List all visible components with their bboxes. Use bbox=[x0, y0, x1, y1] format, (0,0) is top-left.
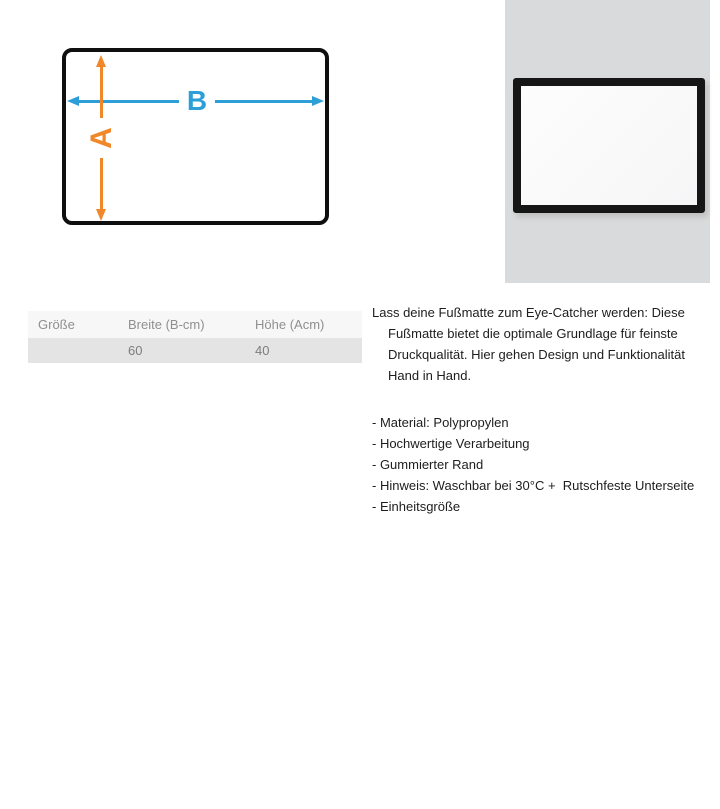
width-label: B bbox=[179, 84, 215, 118]
product-description bbox=[372, 302, 706, 517]
table-header-row bbox=[28, 311, 362, 338]
feature-item: - Einheitsgröße bbox=[372, 499, 461, 514]
table-cell-breite: 60 bbox=[128, 343, 143, 358]
feature-item: - Hochwertige Verarbeitung bbox=[372, 436, 530, 451]
arrow-down-icon bbox=[96, 209, 106, 221]
feature-list bbox=[372, 412, 706, 517]
column-header-hoehe: Höhe (Acm) bbox=[255, 317, 325, 332]
arrow-up-icon bbox=[96, 55, 106, 67]
height-label: A bbox=[84, 118, 120, 158]
size-diagram bbox=[62, 48, 329, 225]
column-header-breite: Breite (B-cm) bbox=[128, 317, 205, 332]
description-intro: Lass deine Fußmatte zum Eye-Catcher werden: Diese Fußmatte bietet die optimale Grundlage für feinste Druckqualität. Hier gehen Design und Funktionalität Hand in Hand. bbox=[372, 305, 686, 383]
feature-item: - Hinweis: Waschbar bei 30°C + Rutschfeste Unterseite bbox=[372, 478, 695, 493]
table-row bbox=[28, 338, 362, 363]
table-cell-hoehe: 40 bbox=[255, 343, 270, 358]
size-table bbox=[28, 311, 362, 363]
arrow-left-icon bbox=[67, 96, 79, 106]
feature-item: - Gummierter Rand bbox=[372, 457, 484, 472]
product-photo bbox=[505, 0, 710, 283]
column-header-groesse: Größe bbox=[38, 317, 75, 332]
arrow-right-icon bbox=[312, 96, 324, 106]
feature-item: - Material: Polypropylen bbox=[372, 415, 509, 430]
doormat-preview bbox=[513, 78, 705, 213]
